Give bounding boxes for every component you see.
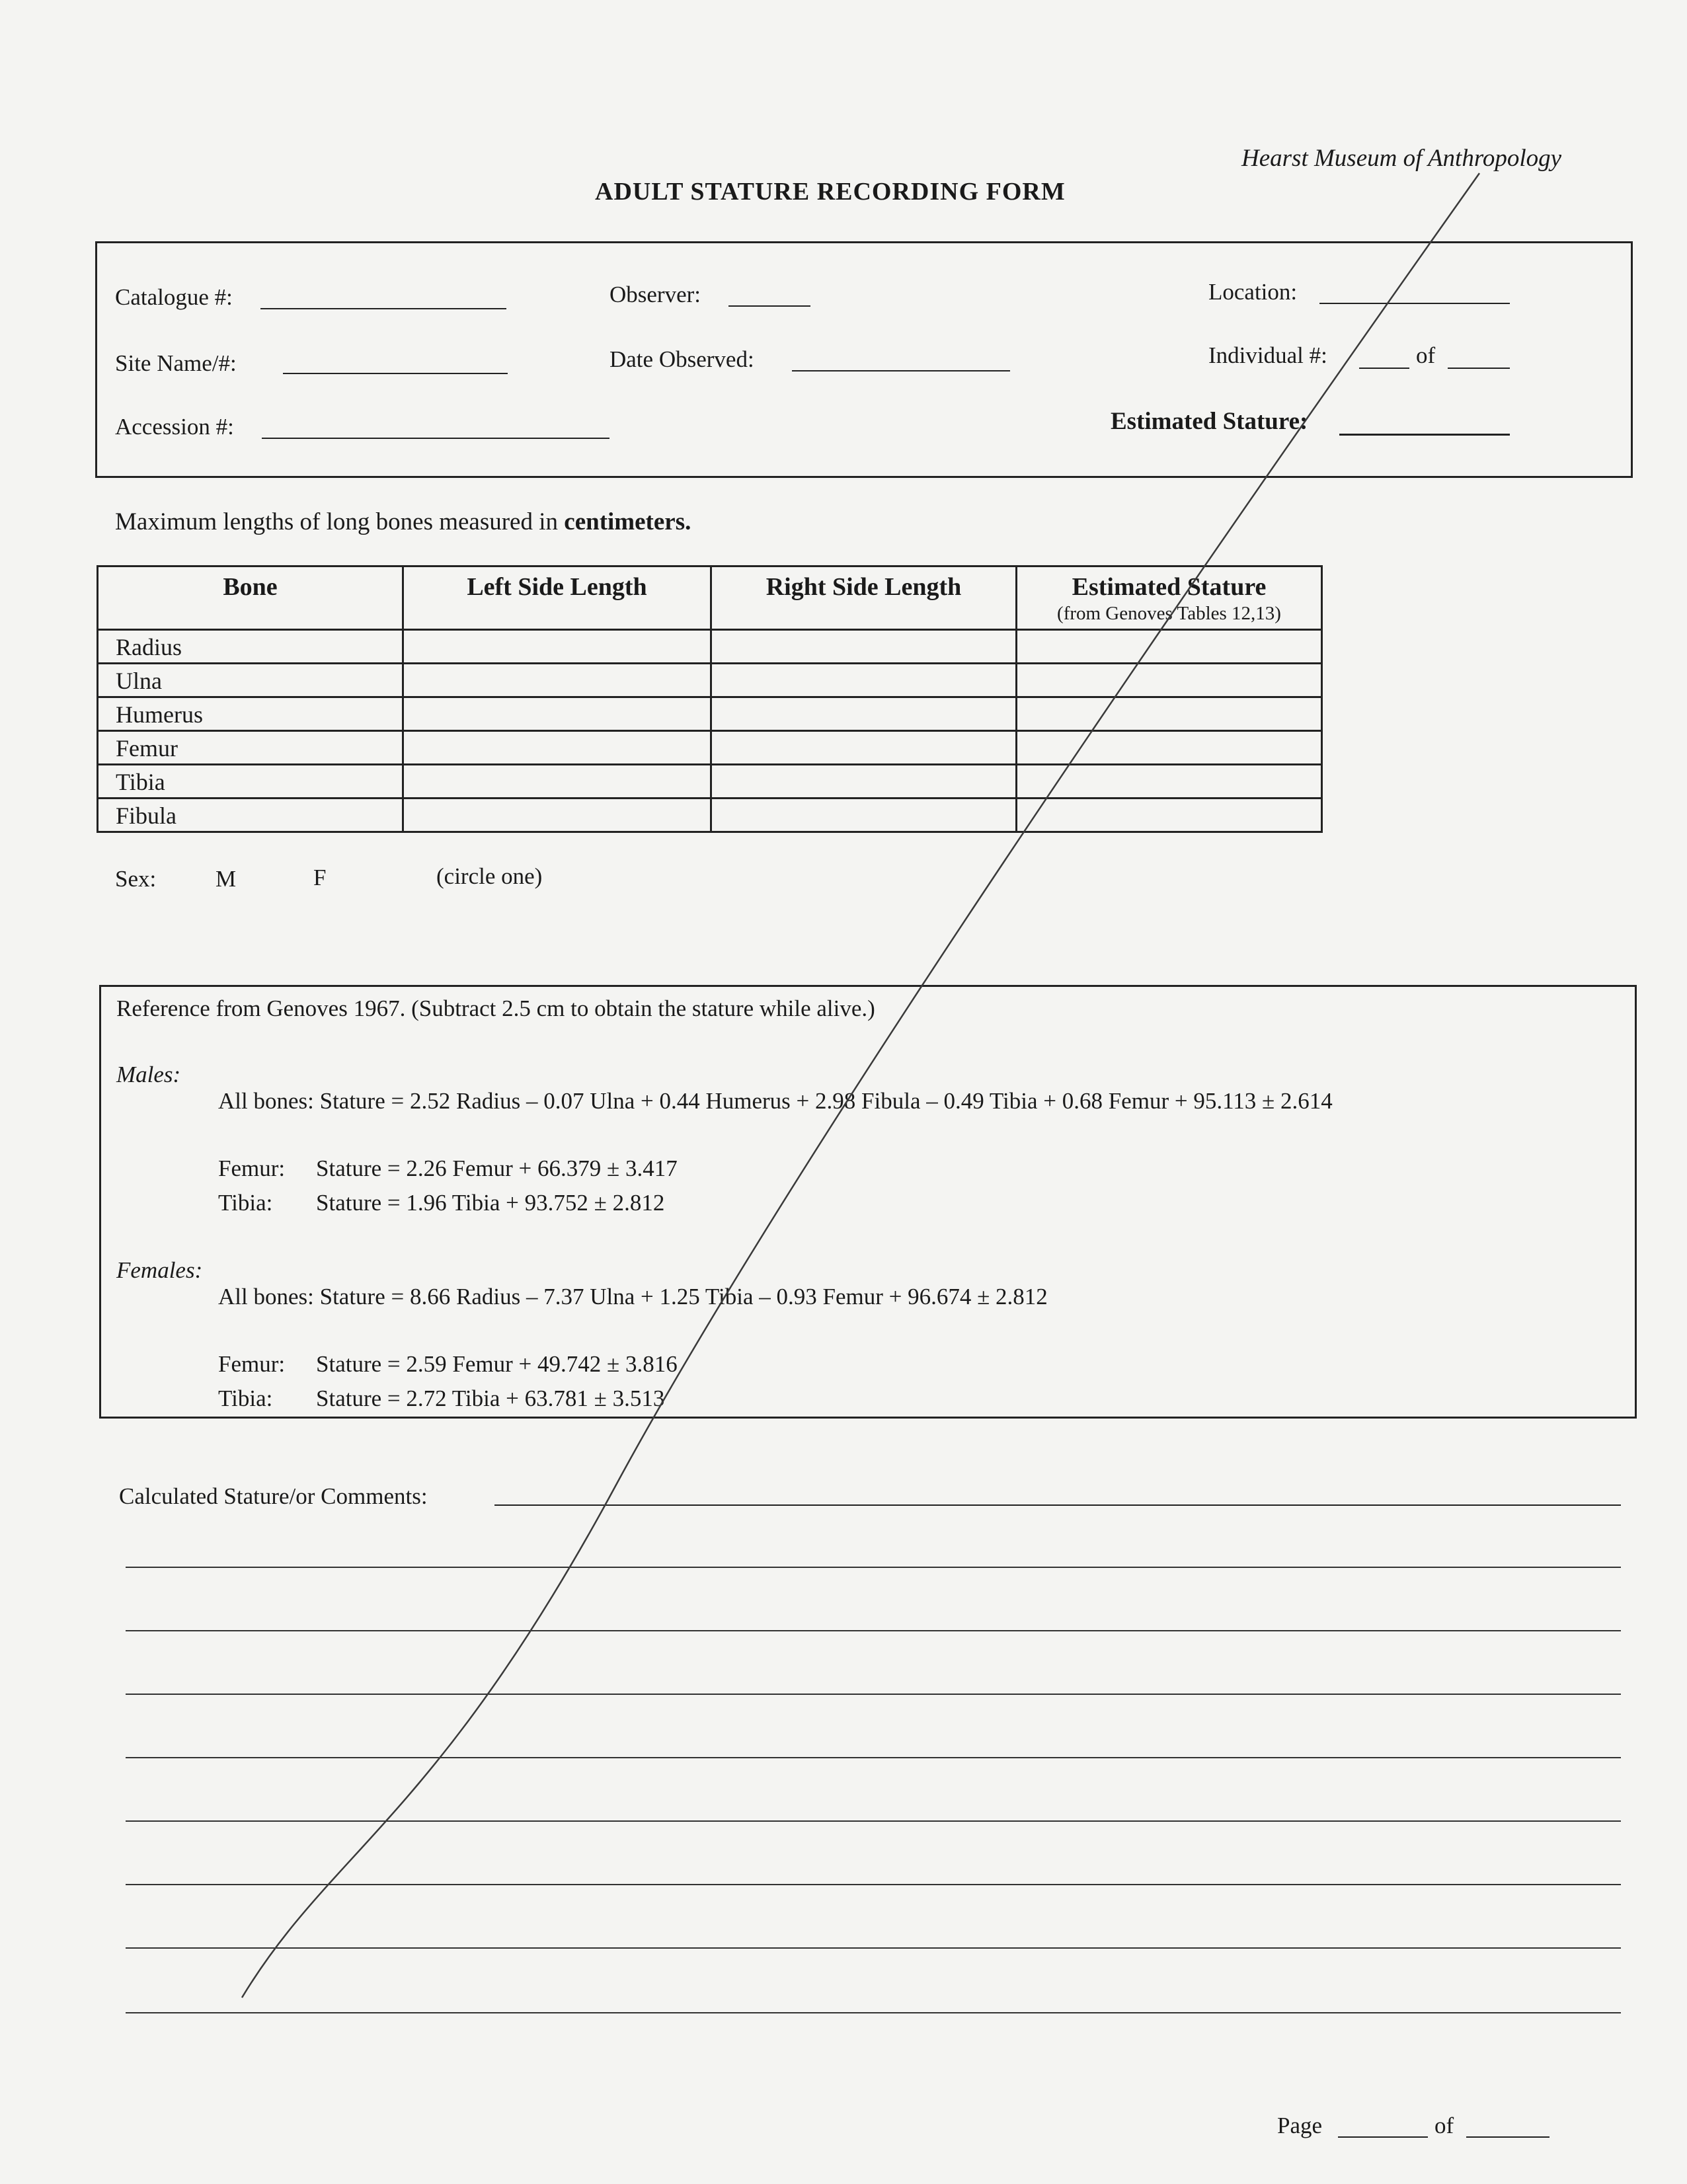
females-tibia-label: Tibia: (218, 1385, 273, 1411)
page-of-label: of (1434, 2113, 1454, 2138)
bone-name-radius: Radius (98, 630, 403, 664)
males-label: Males: (116, 1062, 181, 1087)
bone-name-femur: Femur (98, 731, 403, 765)
females-label: Females: (116, 1257, 203, 1283)
bone-name-fibula: Fibula (98, 799, 403, 832)
males-all-bones-formula: All bones: Stature = 2.52 Radius – 0.07 Ulna + 0.44 Humerus + 2.98 Fibula – 0.49 Tibia + 0.68 Femur + 95.113 ± 2.614 (218, 1088, 1333, 1114)
site-name-label: Site Name/#: (115, 350, 237, 376)
bone-name-tibia: Tibia (98, 765, 403, 799)
accession-label: Accession #: (115, 414, 234, 440)
observer-label: Observer: (609, 282, 701, 307)
males-tibia-label: Tibia: (218, 1190, 273, 1216)
form-title: ADULT STATURE RECORDING FORM (595, 178, 1066, 206)
sex-female-option[interactable]: F (313, 865, 327, 890)
left-length-header: Left Side Length (403, 566, 711, 630)
measure-note-unit: centimeters. (564, 508, 691, 535)
measure-note-prefix: Maximum lengths of long bones measured in (115, 508, 565, 535)
females-tibia-formula: Stature = 2.72 Tibia + 63.781 ± 3.513 (316, 1385, 665, 1411)
sex-label: Sex: (115, 866, 157, 892)
males-femur-label: Femur: (218, 1155, 286, 1181)
comments-label: Calculated Stature/or Comments: (119, 1483, 428, 1509)
right-length-header: Right Side Length (711, 566, 1017, 630)
females-femur-label: Femur: (218, 1351, 286, 1377)
page-label: Page (1277, 2113, 1323, 2138)
catalogue-label: Catalogue #: (115, 284, 233, 310)
reference-title: Reference from Genoves 1967. (Subtract 2.5 cm to obtain the stature while alive.) (116, 995, 875, 1021)
females-femur-formula: Stature = 2.59 Femur + 49.742 ± 3.816 (316, 1351, 678, 1377)
bone-header: Bone (98, 566, 403, 630)
sex-male-option[interactable]: M (216, 866, 237, 892)
bone-name-ulna: Ulna (98, 664, 403, 697)
individual-label: Individual #: (1208, 342, 1327, 368)
bone-name-humerus: Humerus (98, 697, 403, 731)
estimated-stature-label: Estimated Stature: (1111, 408, 1308, 435)
individual-of-label: of (1416, 342, 1436, 368)
estimated-stature-header-source: (from Genoves Tables 12,13) (1057, 603, 1281, 624)
estimated-stature-header-title: Estimated Stature (1072, 573, 1267, 601)
sex-instruction: (circle one) (436, 863, 543, 889)
males-femur-formula: Stature = 2.26 Femur + 66.379 ± 3.417 (316, 1155, 678, 1181)
females-all-bones-formula: All bones: Stature = 8.66 Radius – 7.37 Ulna + 1.25 Tibia – 0.93 Femur + 96.674 ± 2.812 (218, 1284, 1048, 1309)
males-tibia-formula: Stature = 1.96 Tibia + 93.752 ± 2.812 (316, 1190, 665, 1216)
date-observed-label: Date Observed: (609, 346, 754, 372)
location-label: Location: (1208, 279, 1298, 305)
institution-name: Hearst Museum of Anthropology (1241, 145, 1562, 172)
